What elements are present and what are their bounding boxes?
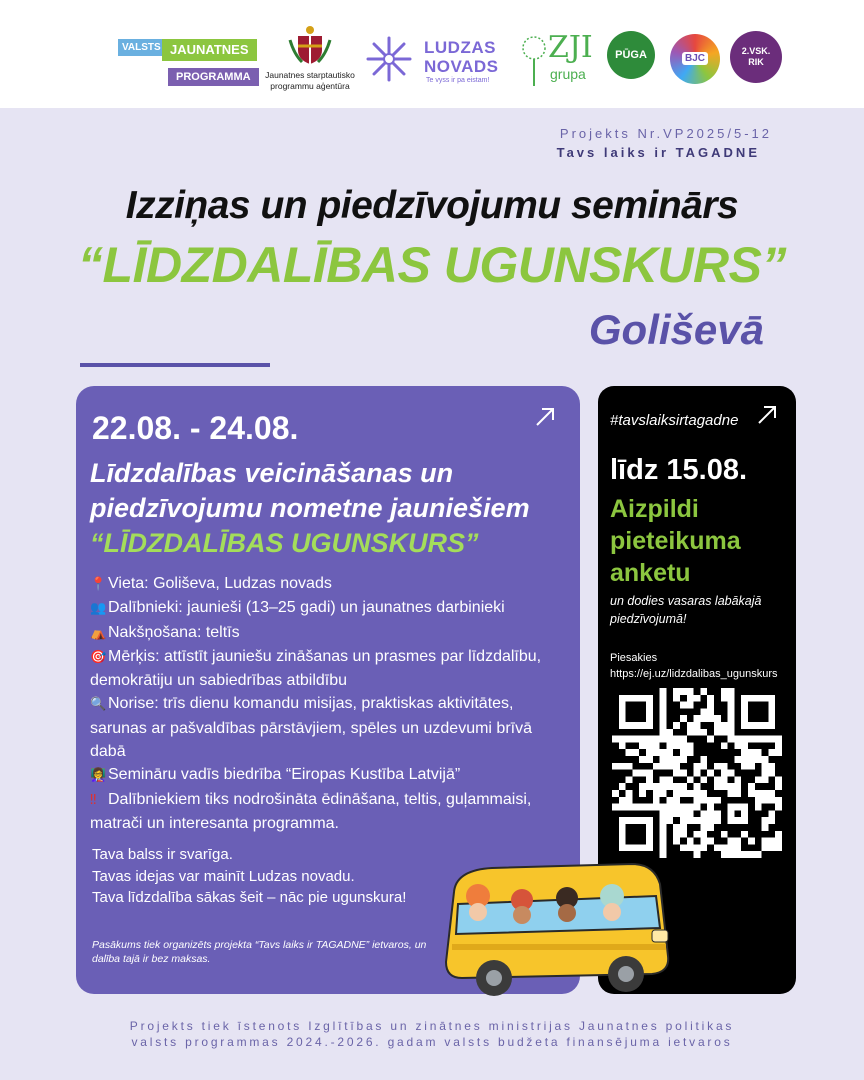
logo-strip <box>0 0 864 108</box>
closing-message <box>92 844 406 909</box>
project-number: Projekts Nr.VP2025/5-12 <box>559 126 772 141</box>
qr-code-pattern <box>612 688 782 858</box>
apply-subtext: un dodies vasaras labākajā piedzīvojumā! <box>610 594 762 626</box>
zji-logo-main: ZJI <box>548 30 593 65</box>
detail-accommodation <box>90 621 570 645</box>
event-dates: 22.08. - 24.08. <box>92 410 299 446</box>
rik-logo-line2: RIK <box>748 57 764 67</box>
detail-participants <box>90 596 570 620</box>
closing-line3: Tava līdzdalība sākas šeit – nāc pie ugunskura! <box>92 889 407 906</box>
event-details-list <box>90 572 570 835</box>
zji-logo-sub: grupa <box>550 66 586 82</box>
detail-goal <box>90 645 570 693</box>
detail-organizer <box>90 763 570 787</box>
zji-grupa-logo <box>520 30 598 90</box>
agency-name-line2: programmu aģentūra <box>270 81 350 91</box>
detail-text: Norise: trīs dienu komandu misijas, praktiskas aktivitātes, sarunas ar pašvaldības pārstāvjiem, spēles un uzdevumi brīvā dabā <box>90 695 532 761</box>
ludzas-star-icon <box>362 34 416 84</box>
ludzas-novads-logo <box>362 34 512 84</box>
lead-line2: piedzīvojumu nometne jauniešiem <box>90 493 530 523</box>
bus-illustration <box>432 860 676 1000</box>
title-divider <box>80 363 270 367</box>
application-deadline: līdz 15.08. <box>610 454 748 486</box>
detail-location <box>90 572 570 596</box>
detail-text: Dalībnieki: jaunieši (13–25 gadi) un jaunatnes darbinieki <box>108 599 505 617</box>
vjp-logo-line2: JAUNATNES <box>162 39 257 61</box>
detail-text: Mērķis: attīstīt jauniešu zināšanas un prasmes par līdzdalību, demokrātiju un sabiedrības atbildību <box>90 647 542 690</box>
teacher-icon: 👩‍🏫 <box>90 768 107 784</box>
bjc-logo <box>670 34 720 84</box>
detail-text: Semināru vadīs biedrība “Eiropas Kustība Latvijā” <box>108 766 461 784</box>
funding-note: Pasākums tiek organizēts projekta “Tavs laiks ir TAGADNE” ietvaros, un dalība tajā ir bez maksas. <box>92 939 427 965</box>
location-pin-icon: 📍 <box>90 577 107 592</box>
puga-logo-text: PŪGA <box>615 49 647 61</box>
vjp-logo-line1: VALSTS <box>118 39 165 56</box>
agency-logo <box>262 24 358 100</box>
footer-line2: valsts programmas 2024.-2026. gadam valsts budžeta finansējuma ietvaros <box>131 1035 733 1049</box>
lead-line3: “LĪDZDALĪBAS UGUNSKURS” <box>90 528 479 558</box>
event-location-title: Goliševā <box>588 306 764 353</box>
project-motto: Tavs laiks ir TAGADNE <box>556 145 760 160</box>
rik-logo-line1: 2.VSK. <box>741 46 771 56</box>
event-name-title: “LĪDZDALĪBAS UGUNSKURS” <box>78 237 786 293</box>
arrow-up-right-icon <box>756 404 778 426</box>
cta-line3: anketu <box>610 559 691 587</box>
hashtag: #tavslaiksirtagadne <box>610 412 739 429</box>
detail-text: Vieta: Goliševa, Ludzas novads <box>108 575 332 592</box>
closing-line2: Tavas idejas var mainīt Ludzas novadu. <box>92 867 355 885</box>
apply-call-to-action <box>610 493 741 589</box>
footer-line1: Projekts tiek īstenots Izglītības un zinātnes ministrijas Jaunatnes politikas <box>129 1019 735 1033</box>
tent-icon: ⛺ <box>90 625 107 641</box>
latvia-crest-icon <box>286 24 334 68</box>
funding-footer <box>0 1018 864 1050</box>
qr-code[interactable] <box>612 688 782 858</box>
closing-line1: Tava balss ir svarīga. <box>92 846 233 863</box>
lead-line1: Līdzdalības veicināšanas un <box>90 458 454 488</box>
target-icon: 🎯 <box>90 649 107 665</box>
apply-label: Piesakies <box>610 652 658 664</box>
detail-text: Dalībniekiem tiks nodrošināta ēdināšana, teltis, guļammaisi, matrači un interesanta programma. <box>90 790 532 832</box>
ludzas-logo-tagline: Te vyss ir pa eistam! <box>426 77 490 84</box>
detail-provisions <box>90 788 570 836</box>
exclamation-icon: ‼ <box>90 792 97 808</box>
ludzas-logo-line1: LUDZAS <box>424 38 496 57</box>
magnifier-icon: 🔍 <box>90 697 107 713</box>
dandelion-icon <box>520 32 550 88</box>
rik-logo <box>730 31 782 83</box>
detail-program <box>90 692 570 763</box>
people-icon: 👥 <box>90 601 107 617</box>
page-title: Izziņas un piedzīvojumu seminārs <box>125 184 739 227</box>
detail-text: Nakšņošana: teltīs <box>108 623 240 641</box>
event-lead <box>90 456 576 561</box>
ludzas-logo-line2: NOVADS <box>424 57 499 76</box>
puga-logo <box>607 31 655 79</box>
arrow-up-right-icon <box>534 406 556 428</box>
agency-name-line1: Jaunatnes starptautisko <box>265 70 355 80</box>
vjp-logo-line3: PROGRAMMA <box>168 68 259 86</box>
bjc-logo-text: BJC <box>682 52 708 65</box>
registration-link[interactable]: https://ej.uz/lidzdalibas_ugunskurs <box>610 668 778 680</box>
cta-line2: pieteikuma <box>610 527 741 555</box>
valsts-jaunatnes-programma-logo <box>118 36 253 92</box>
cta-line1: Aizpildi <box>610 495 699 523</box>
